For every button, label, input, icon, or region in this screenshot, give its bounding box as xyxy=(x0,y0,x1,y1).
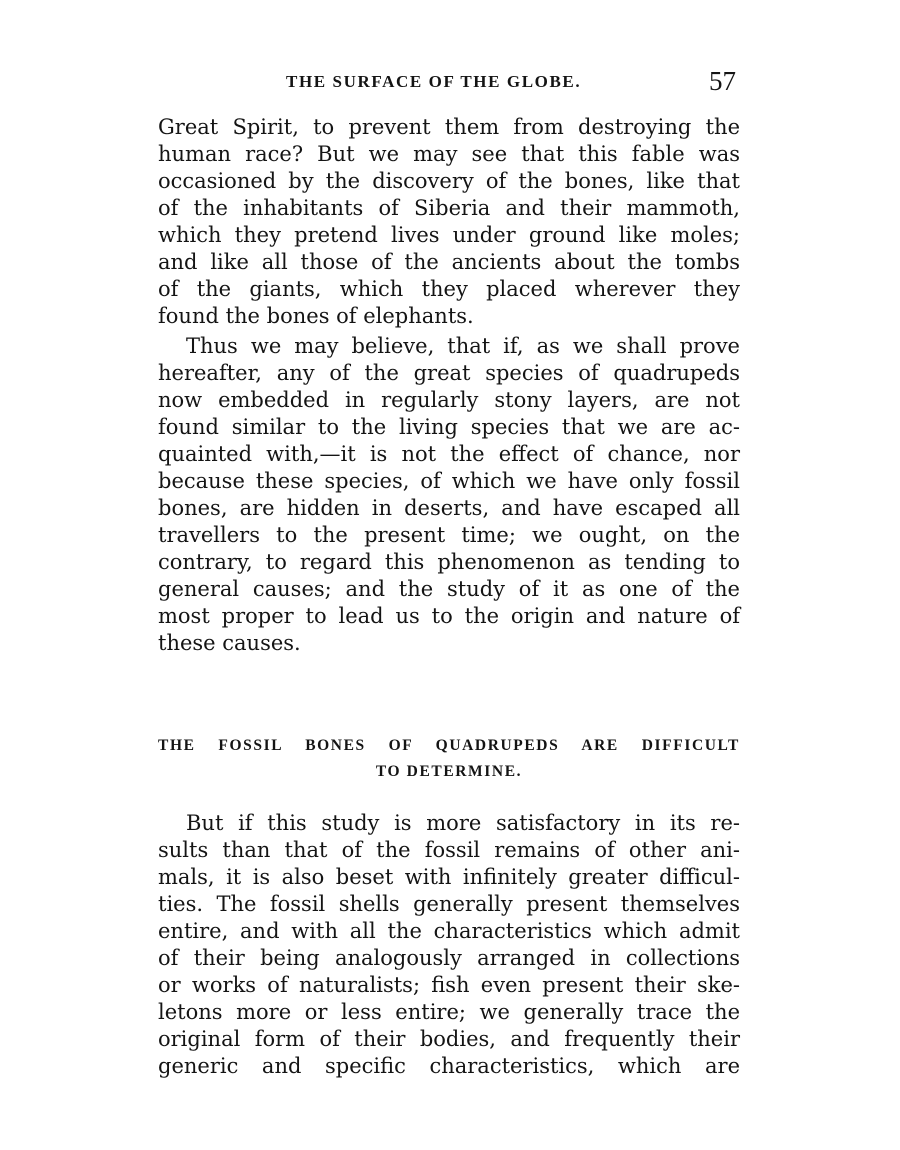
text-line: of the giants, which they placed wherever they xyxy=(158,277,740,301)
text-line: which they pretend lives under ground like moles; xyxy=(158,223,740,247)
running-header xyxy=(158,66,740,106)
text-line: generic and specific characteristics, which are xyxy=(158,1054,740,1078)
text-line: letons more or less entire; we generally trace the xyxy=(158,1000,740,1024)
text-line: entire, and with all the characteristics which admit xyxy=(158,919,740,943)
text-line: hereafter, any of the great species of quadrupeds xyxy=(158,361,740,385)
text-line: now embedded in regularly stony layers, are not xyxy=(158,388,740,412)
text-line: quainted with,—it is not the effect of chance, nor xyxy=(158,442,740,466)
text-line: original form of their bodies, and frequently their xyxy=(158,1027,740,1051)
text-line: Thus we may believe, that if, as we shall prove xyxy=(186,334,740,358)
text-line: But if this study is more satisfactory in its re- xyxy=(186,811,740,835)
text-line: mals, it is also beset with infinitely greater difficul- xyxy=(158,865,740,889)
section-heading xyxy=(158,733,740,785)
text-line: contrary, to regard this phenomenon as tending to xyxy=(158,550,740,574)
text-line: ties. The fossil shells generally present themselves xyxy=(158,892,740,916)
text-line: general causes; and the study of it as one of the xyxy=(158,577,740,601)
text-line: because these species, of which we have only fossil xyxy=(158,469,740,493)
text-line: found similar to the living species that we are ac- xyxy=(158,415,740,439)
text-line: and like all those of the ancients about the tombs xyxy=(158,250,740,274)
text-line: Great Spirit, to prevent them from destroying the xyxy=(158,115,740,139)
running-title: THE SURFACE OF THE GLOBE. xyxy=(286,72,582,91)
section-heading-line-1: THE FOSSIL BONES OF QUADRUPEDS ARE DIFFICULT xyxy=(158,737,740,754)
text-line: bones, are hidden in deserts, and have escaped all xyxy=(158,496,740,520)
text-line: or works of naturalists; fish even present their ske- xyxy=(158,973,740,997)
page-number: 57 xyxy=(709,66,736,96)
text-line: occasioned by the discovery of the bones, like that xyxy=(158,169,740,193)
paragraph-continued xyxy=(158,114,740,330)
text-line: of their being analogously arranged in collections xyxy=(158,946,740,970)
section-heading-line-2: TO DETERMINE. xyxy=(375,763,523,780)
text-line: most proper to lead us to the origin and nature of xyxy=(158,604,740,628)
text-line: sults than that of the fossil remains of other ani- xyxy=(158,838,740,862)
text-line: of the inhabitants of Siberia and their mammoth, xyxy=(158,196,740,220)
text-line: these causes. xyxy=(158,631,301,655)
paragraph-but-if-this-study xyxy=(158,810,740,1080)
text-line: travellers to the present time; we ought, on the xyxy=(158,523,740,547)
text-line: human race? But we may see that this fable was xyxy=(158,142,740,166)
paragraph-thus-we-may-believe xyxy=(158,333,740,657)
text-line: found the bones of elephants. xyxy=(158,304,474,328)
